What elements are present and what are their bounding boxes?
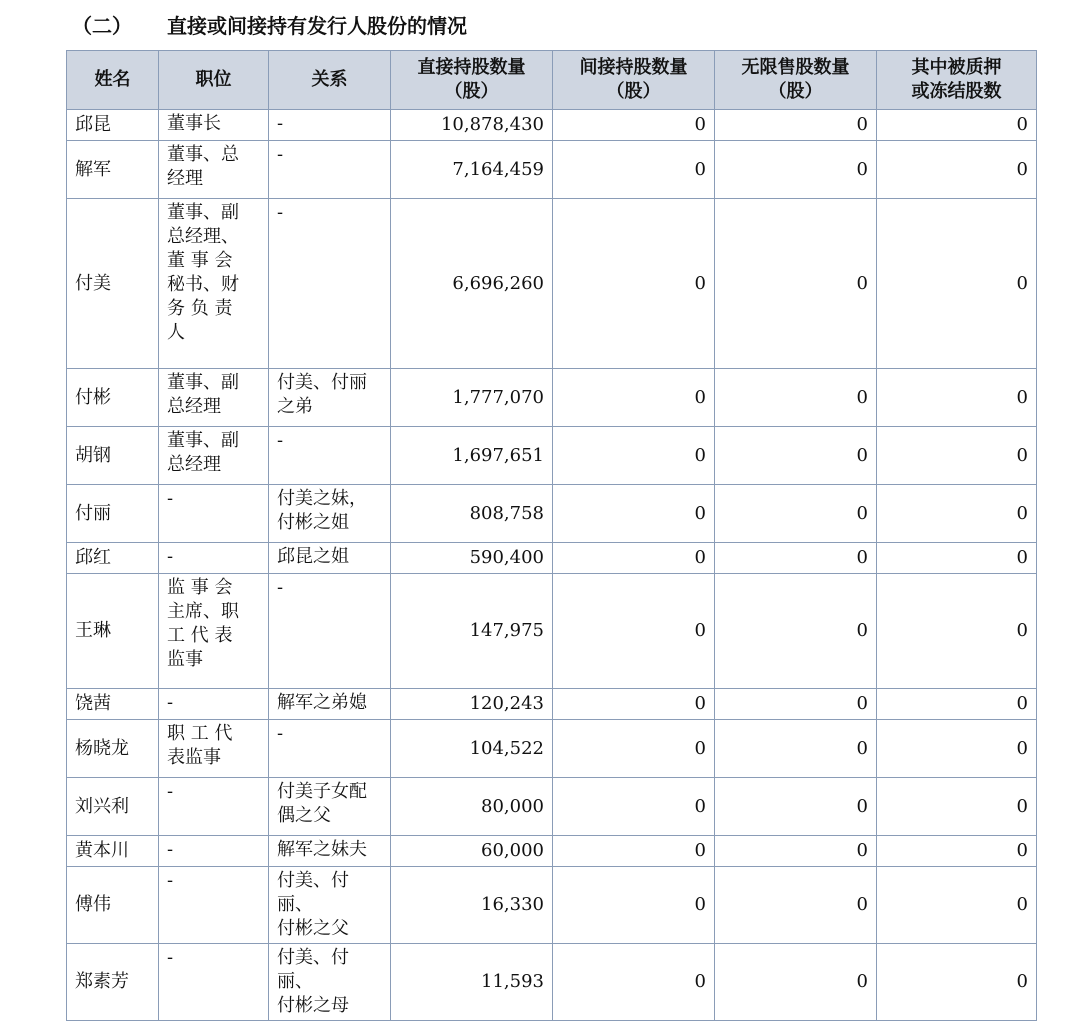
position-line: 总经理 <box>167 454 221 475</box>
relation-line: - <box>277 113 284 134</box>
position-line: - <box>167 781 174 802</box>
table-row <box>67 199 1037 369</box>
cell-pledged: 0 <box>877 141 1037 199</box>
cell-name: 付彬 <box>67 369 159 427</box>
cell-direct: 808,758 <box>391 485 553 543</box>
cell-direct: 1,697,651 <box>391 427 553 485</box>
cell-unrestricted: 0 <box>715 543 877 574</box>
cell-direct: 120,243 <box>391 689 553 720</box>
cell-name: 刘兴利 <box>67 778 159 836</box>
relation-line: 邱昆之姐 <box>277 546 349 567</box>
position-line: 职 工 代 <box>167 723 233 744</box>
col-header-direct: 直接持股数量 （股） <box>391 51 553 110</box>
position-line: 主席、职 <box>167 601 239 622</box>
cell-position <box>159 720 269 778</box>
relation-line: 付美、付丽、 <box>277 870 349 915</box>
cell-name: 邱红 <box>67 543 159 574</box>
cell-unrestricted: 0 <box>715 427 877 485</box>
position-line: 人 <box>167 322 185 343</box>
table-row <box>67 720 1037 778</box>
cell-direct: 590,400 <box>391 543 553 574</box>
cell-relation <box>269 720 391 778</box>
cell-pledged: 0 <box>877 720 1037 778</box>
cell-indirect: 0 <box>553 944 715 1021</box>
table-row <box>67 427 1037 485</box>
cell-indirect: 0 <box>553 543 715 574</box>
table-row <box>67 485 1037 543</box>
cell-unrestricted: 0 <box>715 944 877 1021</box>
cell-position <box>159 199 269 369</box>
cell-direct: 60,000 <box>391 836 553 867</box>
cell-position <box>159 574 269 689</box>
cell-name: 王琳 <box>67 574 159 689</box>
table-row <box>67 543 1037 574</box>
col-header-unrestricted: 无限售股数量 （股） <box>715 51 877 110</box>
cell-relation <box>269 110 391 141</box>
cell-position <box>159 543 269 574</box>
cell-relation <box>269 689 391 720</box>
table-row <box>67 574 1037 689</box>
cell-position <box>159 836 269 867</box>
cell-unrestricted: 0 <box>715 778 877 836</box>
cell-pledged: 0 <box>877 543 1037 574</box>
cell-relation <box>269 369 391 427</box>
table-row <box>67 369 1037 427</box>
cell-name: 郑素芳 <box>67 944 159 1021</box>
cell-pledged: 0 <box>877 369 1037 427</box>
cell-position <box>159 369 269 427</box>
cell-relation <box>269 485 391 543</box>
cell-unrestricted: 0 <box>715 199 877 369</box>
header-row <box>67 51 1037 110</box>
cell-direct: 7,164,459 <box>391 141 553 199</box>
relation-line: 付彬之母 <box>277 995 349 1016</box>
position-line: 监 事 会 <box>167 577 233 598</box>
cell-indirect: 0 <box>553 141 715 199</box>
position-line: 董事、副 <box>167 372 239 393</box>
cell-unrestricted: 0 <box>715 836 877 867</box>
cell-relation <box>269 836 391 867</box>
cell-unrestricted: 0 <box>715 110 877 141</box>
cell-direct: 80,000 <box>391 778 553 836</box>
relation-line: - <box>277 430 284 451</box>
cell-pledged: 0 <box>877 110 1037 141</box>
relation-line: 付彬之姐 <box>277 512 349 533</box>
cell-indirect: 0 <box>553 689 715 720</box>
col-header-pledged: 其中被质押 或冻结股数 <box>877 51 1037 110</box>
position-line: 务 负 责 <box>167 298 233 319</box>
position-line: 经理 <box>167 168 203 189</box>
table-row <box>67 778 1037 836</box>
cell-pledged: 0 <box>877 778 1037 836</box>
cell-pledged: 0 <box>877 199 1037 369</box>
cell-indirect: 0 <box>553 574 715 689</box>
cell-direct: 1,777,070 <box>391 369 553 427</box>
cell-name: 杨晓龙 <box>67 720 159 778</box>
cell-direct: 16,330 <box>391 867 553 944</box>
cell-name: 付美 <box>67 199 159 369</box>
cell-direct: 10,878,430 <box>391 110 553 141</box>
cell-position <box>159 867 269 944</box>
relation-line: 付美、付丽 <box>277 372 367 393</box>
cell-relation <box>269 574 391 689</box>
position-line: 总经理、 <box>167 226 239 247</box>
position-line: - <box>167 488 174 509</box>
cell-unrestricted: 0 <box>715 720 877 778</box>
position-line: 董事、副 <box>167 430 239 451</box>
cell-position <box>159 141 269 199</box>
cell-indirect: 0 <box>553 110 715 141</box>
cell-name: 邱昆 <box>67 110 159 141</box>
cell-indirect: 0 <box>553 778 715 836</box>
relation-line: 偶之父 <box>277 805 331 826</box>
cell-indirect: 0 <box>553 836 715 867</box>
cell-relation <box>269 944 391 1021</box>
col-header-name: 姓名 <box>67 51 159 110</box>
relation-line: 付彬之父 <box>277 918 349 939</box>
relation-line: 解军之弟媳 <box>277 692 367 713</box>
relation-line: 付美、付丽、 <box>277 947 349 992</box>
cell-unrestricted: 0 <box>715 485 877 543</box>
position-line: - <box>167 870 174 891</box>
cell-indirect: 0 <box>553 199 715 369</box>
cell-indirect: 0 <box>553 427 715 485</box>
table-row <box>67 867 1037 944</box>
position-line: 监事 <box>167 649 203 670</box>
section-heading <box>72 10 467 39</box>
cell-position <box>159 689 269 720</box>
relation-line: - <box>277 144 284 165</box>
cell-pledged: 0 <box>877 427 1037 485</box>
cell-indirect: 0 <box>553 867 715 944</box>
cell-direct: 104,522 <box>391 720 553 778</box>
cell-relation <box>269 427 391 485</box>
cell-relation <box>269 867 391 944</box>
cell-name: 胡钢 <box>67 427 159 485</box>
cell-name: 饶茜 <box>67 689 159 720</box>
position-line: 董事长 <box>167 113 221 134</box>
cell-name: 付丽 <box>67 485 159 543</box>
cell-pledged: 0 <box>877 836 1037 867</box>
cell-position <box>159 485 269 543</box>
cell-indirect: 0 <box>553 720 715 778</box>
cell-direct: 6,696,260 <box>391 199 553 369</box>
section-title: 直接或间接持有发行人股份的情况 <box>167 14 467 38</box>
position-line: 总经理 <box>167 396 221 417</box>
cell-pledged: 0 <box>877 944 1037 1021</box>
relation-line: 之弟 <box>277 396 313 417</box>
table-row <box>67 836 1037 867</box>
cell-pledged: 0 <box>877 689 1037 720</box>
cell-relation <box>269 543 391 574</box>
cell-relation <box>269 199 391 369</box>
position-line: 董事、总 <box>167 144 239 165</box>
relation-line: 付美子女配 <box>277 781 367 802</box>
position-line: 董 事 会 <box>167 250 233 271</box>
position-line: - <box>167 839 174 860</box>
cell-pledged: 0 <box>877 574 1037 689</box>
cell-unrestricted: 0 <box>715 689 877 720</box>
cell-name: 傅伟 <box>67 867 159 944</box>
relation-line: 付美之妹， <box>277 488 367 509</box>
cell-relation <box>269 778 391 836</box>
cell-unrestricted: 0 <box>715 369 877 427</box>
cell-position <box>159 944 269 1021</box>
table-row <box>67 141 1037 199</box>
cell-pledged: 0 <box>877 485 1037 543</box>
relation-line: - <box>277 577 284 598</box>
position-line: - <box>167 947 174 968</box>
cell-indirect: 0 <box>553 485 715 543</box>
cell-direct: 11,593 <box>391 944 553 1021</box>
cell-position <box>159 110 269 141</box>
col-header-relation: 关系 <box>269 51 391 110</box>
cell-name: 解军 <box>67 141 159 199</box>
cell-unrestricted: 0 <box>715 574 877 689</box>
relation-line: - <box>277 202 284 223</box>
cell-position <box>159 427 269 485</box>
relation-line: - <box>277 723 284 744</box>
cell-indirect: 0 <box>553 369 715 427</box>
col-header-position: 职位 <box>159 51 269 110</box>
cell-relation <box>269 141 391 199</box>
position-line: 董事、副 <box>167 202 239 223</box>
col-header-indirect: 间接持股数量 （股） <box>553 51 715 110</box>
position-line: - <box>167 692 174 713</box>
position-line: 表监事 <box>167 747 221 768</box>
shareholding-table <box>66 50 1037 1021</box>
position-line: 秘书、财 <box>167 274 239 295</box>
table-row <box>67 689 1037 720</box>
cell-unrestricted: 0 <box>715 867 877 944</box>
table-row <box>67 110 1037 141</box>
cell-position <box>159 778 269 836</box>
cell-direct: 147,975 <box>391 574 553 689</box>
section-number: （二） <box>72 14 132 38</box>
table-row <box>67 944 1037 1021</box>
cell-name: 黄本川 <box>67 836 159 867</box>
position-line: - <box>167 546 174 567</box>
position-line: 工 代 表 <box>167 625 233 646</box>
cell-pledged: 0 <box>877 867 1037 944</box>
relation-line: 解军之妹夫 <box>277 839 367 860</box>
cell-unrestricted: 0 <box>715 141 877 199</box>
